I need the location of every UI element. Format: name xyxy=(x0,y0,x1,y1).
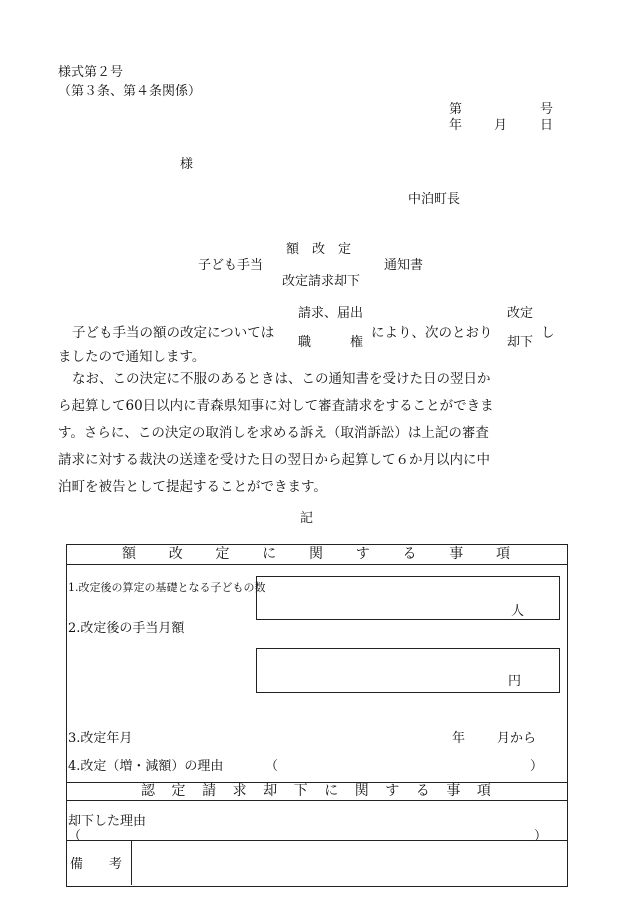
doc-number-suffix: 号 xyxy=(540,102,554,117)
section1-header-char: 項 xyxy=(496,546,510,562)
item3-year: 年 xyxy=(452,731,466,746)
item4-label: 4.改定（増・減額）の理由 xyxy=(68,759,224,774)
section2-header-char: 関 xyxy=(354,783,369,799)
item4-open-paren: （ xyxy=(265,759,279,774)
section1-header-char: に xyxy=(262,546,277,562)
sender: 中泊町長 xyxy=(408,192,461,207)
addressee-suffix: 様 xyxy=(180,157,194,172)
item1-unit: 人 xyxy=(511,604,525,619)
section1-header-char: 関 xyxy=(309,546,323,562)
body-line1-mid: により、次のとおり xyxy=(371,325,493,341)
section2-header-char: 定 xyxy=(171,783,186,799)
option-revise: 改定 xyxy=(507,306,534,321)
form-number: 様式第２号 xyxy=(58,65,124,80)
title-left: 子ども手当 xyxy=(198,258,264,273)
option-request-or-authority xyxy=(298,306,363,350)
section2-header-char: 認 xyxy=(141,783,155,799)
appeal-line-3: す。さらに、この決定の取消しを求める訴え（取消訴訟）は上記の審査 xyxy=(58,425,489,441)
remarks-divider xyxy=(66,840,567,841)
section2-header-char: 事 xyxy=(446,783,461,799)
remarks-column-divider xyxy=(131,840,132,885)
section1-header-char: 事 xyxy=(449,546,464,562)
section1-header-char: 額 xyxy=(122,546,136,562)
section2-header-char: 下 xyxy=(293,783,308,799)
section2-header-divider xyxy=(66,800,567,801)
section2-header xyxy=(141,783,491,800)
item2-label: 2.改定後の手当月額 xyxy=(68,621,185,636)
section1-header-char: す xyxy=(355,546,370,562)
section1-header-char: 定 xyxy=(215,546,230,562)
item3-month: 月から xyxy=(497,731,537,746)
title-bottom: 改定請求却下 xyxy=(282,274,361,289)
option-reject: 却下 xyxy=(507,335,534,350)
title-right: 通知書 xyxy=(384,258,424,273)
body-line1-end: し xyxy=(541,325,555,341)
section1-header-char: 改 xyxy=(168,546,183,562)
section2-header-char: 求 xyxy=(232,783,247,799)
item1-label: 1.改定後の算定の基礎となる子どもの数 xyxy=(68,581,266,594)
remarks-label: 備 考 xyxy=(70,857,123,872)
appeal-notice xyxy=(58,366,558,501)
remarks-field[interactable] xyxy=(133,842,565,884)
item3-label: 3.改定年月 xyxy=(68,731,133,746)
title-top: 額 改 定 xyxy=(286,242,352,257)
option-request: 請求、届出 xyxy=(298,306,364,321)
rejection-open-paren: （ xyxy=(68,829,82,844)
rejection-label: 却下した理由 xyxy=(68,814,147,829)
record-label: 記 xyxy=(300,511,314,526)
form-reference: （第３条、第４条関係） xyxy=(58,84,202,99)
section2-header-char: 請 xyxy=(202,783,217,799)
option-revise-or-reject xyxy=(507,306,533,350)
item2-unit: 円 xyxy=(508,674,522,689)
section1-header xyxy=(122,545,510,563)
item4-close-paren: ） xyxy=(530,759,544,774)
rejection-close-paren: ） xyxy=(534,829,548,844)
section2-header-char: 項 xyxy=(476,783,491,799)
section2-header-char: に xyxy=(324,783,339,799)
section1-header-divider xyxy=(66,564,567,565)
section2-header-char: す xyxy=(385,783,400,799)
date-month: 月 xyxy=(494,118,508,133)
body-line2: ましたので通知します。 xyxy=(58,349,206,365)
appeal-line-5: 泊町を被告として提起することができます。 xyxy=(58,479,327,495)
body-line1-start: 子ども手当の額の改定については xyxy=(72,325,275,341)
appeal-line-4: 請求に対する裁決の送達を受けた日の翌日から起算して６か月以内に中 xyxy=(58,452,490,468)
section2-header-char: る xyxy=(415,783,430,799)
option-authority: 職 権 xyxy=(298,335,364,350)
appeal-line-2: ら起算して60日以内に青森県知事に対して審査請求をすることができま xyxy=(58,398,494,414)
section1-header-char: る xyxy=(402,546,417,562)
date-year: 年 xyxy=(449,118,463,133)
doc-number-prefix: 第 xyxy=(449,102,463,117)
appeal-line-1: なお、この決定に不服のあるときは、この通知書を受けた日の翌日か xyxy=(72,371,491,387)
section2-header-char: 却 xyxy=(263,783,278,799)
date-day: 日 xyxy=(540,118,554,133)
